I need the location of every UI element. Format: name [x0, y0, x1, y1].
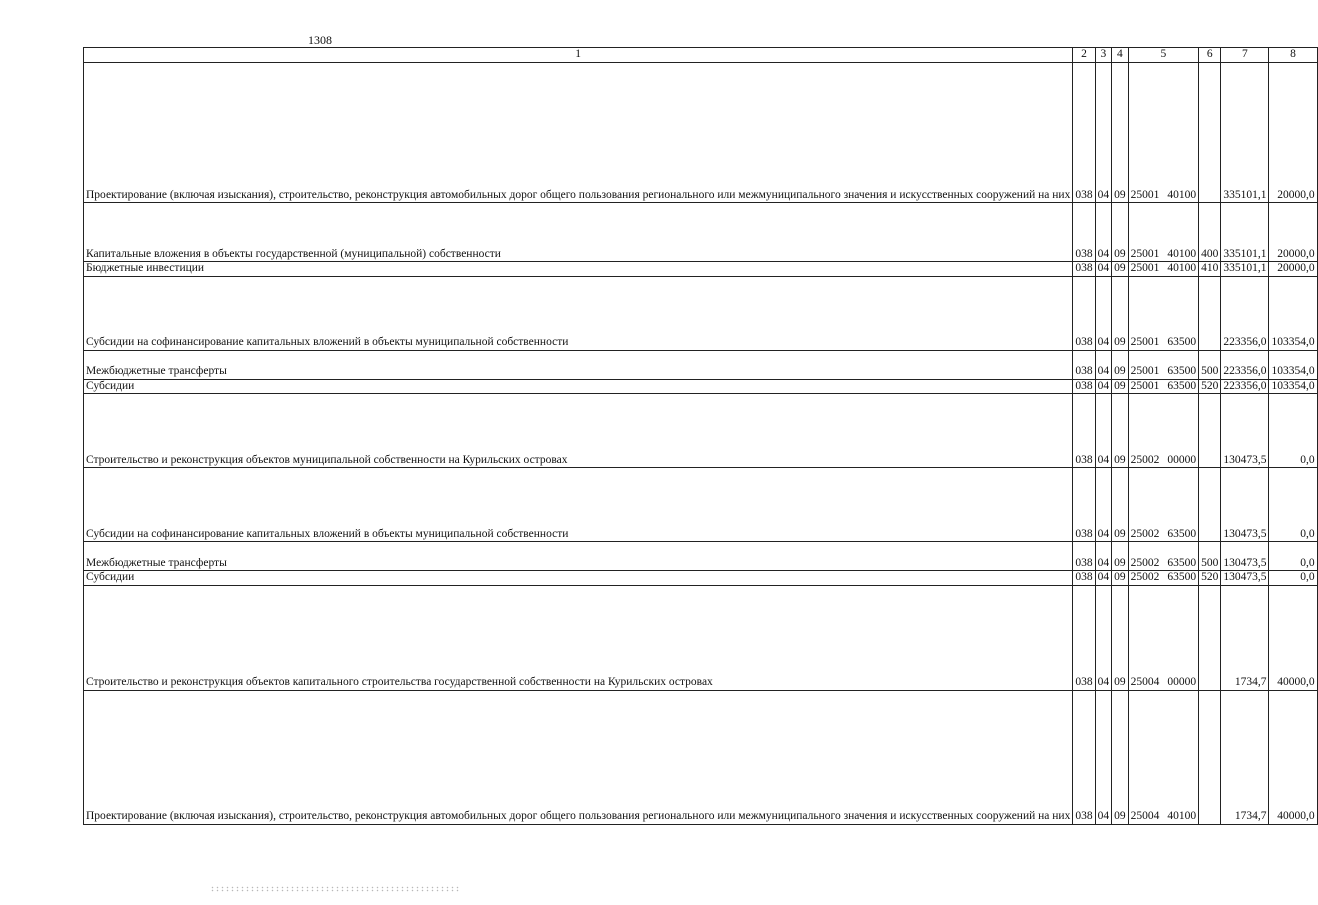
target-code-part: 25002	[1130, 453, 1160, 466]
section-code-cell: 04	[1095, 394, 1112, 468]
page-number: 1308	[308, 33, 332, 47]
row-name-cell: Капитальные вложения в объекты государственной (муниципальной) собственности	[84, 203, 1073, 262]
amount-col8-cell: 0,0	[1269, 394, 1317, 468]
amount-col8-cell: 0,0	[1269, 571, 1317, 586]
subsection-code-cell: 09	[1112, 571, 1129, 586]
column-header: 2	[1073, 48, 1095, 63]
table-row	[84, 203, 1318, 262]
scan-noise	[210, 886, 460, 892]
amount-col8-cell: 103354,0	[1269, 379, 1317, 394]
target-code-part: 63500	[1167, 571, 1197, 583]
target-code-cell	[1128, 203, 1199, 262]
table-row	[84, 571, 1318, 586]
amount-col8-cell: 20000,0	[1269, 262, 1317, 277]
admin-code-cell: 038	[1073, 468, 1095, 542]
expense-type-cell	[1199, 63, 1221, 203]
expense-type-cell	[1199, 394, 1221, 468]
target-code-part: 25001	[1130, 365, 1160, 377]
amount-col8-cell: 40000,0	[1269, 690, 1317, 824]
admin-code-cell: 038	[1073, 379, 1095, 394]
row-name-cell: Субсидии на софинансирование капитальных вложений в объекты муниципальной собственности	[84, 276, 1073, 350]
target-code-cell	[1128, 350, 1199, 379]
subsection-code-cell: 09	[1112, 203, 1129, 262]
table-row	[84, 468, 1318, 542]
table-row	[84, 542, 1318, 571]
target-code-cell	[1128, 276, 1199, 350]
header-row	[84, 48, 1318, 63]
subsection-code-cell: 09	[1112, 468, 1129, 542]
target-code-part: 63500	[1167, 556, 1197, 569]
target-code-cell	[1128, 63, 1199, 203]
table-row	[84, 262, 1318, 277]
row-name-cell: Строительство и реконструкция объектов капитального строительства государственной собственности на Курильских островах	[84, 585, 1073, 690]
table-row	[84, 585, 1318, 690]
section-code-cell: 04	[1095, 468, 1112, 542]
amount-col7-cell: 335101,1	[1221, 203, 1269, 262]
target-code-part: 40100	[1167, 247, 1197, 260]
target-code-cell	[1128, 690, 1199, 824]
amount-col8-cell: 0,0	[1269, 542, 1317, 571]
amount-col7-cell: 1734,7	[1221, 690, 1269, 824]
amount-col8-cell: 103354,0	[1269, 350, 1317, 379]
amount-col7-cell: 130473,5	[1221, 571, 1269, 586]
subsection-code-cell: 09	[1112, 394, 1129, 468]
amount-col7-cell: 130473,5	[1221, 394, 1269, 468]
target-code-part: 25002	[1130, 571, 1160, 583]
section-code-cell: 04	[1095, 571, 1112, 586]
amount-col7-cell: 335101,1	[1221, 63, 1269, 203]
target-code-part: 25001	[1130, 188, 1160, 201]
expense-type-cell	[1199, 690, 1221, 824]
target-code-part: 40100	[1167, 262, 1197, 274]
section-code-cell: 04	[1095, 585, 1112, 690]
row-name-cell: Проектирование (включая изыскания), строительство, реконструкция автомобильных дорог общего пользования регионального или межмуниципального значения и искусственных сооружений на них	[84, 63, 1073, 203]
target-code-cell	[1128, 542, 1199, 571]
amount-col7-cell: 223356,0	[1221, 379, 1269, 394]
table-row	[84, 63, 1318, 203]
target-code-part: 63500	[1167, 379, 1197, 392]
amount-col7-cell: 335101,1	[1221, 262, 1269, 277]
target-code-part: 25001	[1130, 262, 1160, 274]
admin-code-cell: 038	[1073, 203, 1095, 262]
target-code-part: 25002	[1130, 556, 1160, 569]
table-row	[84, 690, 1318, 824]
column-header: 3	[1095, 48, 1112, 63]
admin-code-cell: 038	[1073, 571, 1095, 586]
target-code-part: 25004	[1130, 676, 1160, 688]
admin-code-cell: 038	[1073, 276, 1095, 350]
admin-code-cell: 038	[1073, 63, 1095, 203]
section-code-cell: 04	[1095, 262, 1112, 277]
row-name-cell: Проектирование (включая изыскания), строительство, реконструкция автомобильных дорог общего пользования регионального или межмуниципального значения и искусственных сооружений на них	[84, 690, 1073, 824]
expense-type-cell: 410	[1199, 262, 1221, 277]
amount-col8-cell: 20000,0	[1269, 63, 1317, 203]
section-code-cell: 04	[1095, 690, 1112, 824]
admin-code-cell: 038	[1073, 394, 1095, 468]
amount-col7-cell: 130473,5	[1221, 468, 1269, 542]
section-code-cell: 04	[1095, 350, 1112, 379]
expense-type-cell	[1199, 468, 1221, 542]
amount-col7-cell: 223356,0	[1221, 276, 1269, 350]
target-code-cell	[1128, 468, 1199, 542]
admin-code-cell: 038	[1073, 585, 1095, 690]
expense-type-cell	[1199, 585, 1221, 690]
expense-type-cell: 520	[1199, 379, 1221, 394]
target-code-cell	[1128, 571, 1199, 586]
target-code-cell	[1128, 262, 1199, 277]
target-code-part: 25001	[1130, 247, 1160, 260]
subsection-code-cell: 09	[1112, 276, 1129, 350]
section-code-cell: 04	[1095, 203, 1112, 262]
section-code-cell: 04	[1095, 276, 1112, 350]
column-header: 5	[1128, 48, 1199, 63]
budget-table	[83, 47, 1318, 825]
amount-col7-cell: 130473,5	[1221, 542, 1269, 571]
target-code-part: 63500	[1167, 527, 1197, 540]
target-code-part: 63500	[1167, 365, 1197, 377]
row-name-cell: Субсидии	[84, 571, 1073, 586]
target-code-part: 25002	[1130, 527, 1160, 540]
row-name-cell: Межбюджетные трансферты	[84, 542, 1073, 571]
amount-col8-cell: 103354,0	[1269, 276, 1317, 350]
admin-code-cell: 038	[1073, 542, 1095, 571]
column-header: 7	[1221, 48, 1269, 63]
amount-col8-cell: 40000,0	[1269, 585, 1317, 690]
amount-col7-cell: 223356,0	[1221, 350, 1269, 379]
expense-type-cell	[1199, 276, 1221, 350]
expense-type-cell: 500	[1199, 350, 1221, 379]
row-name-cell: Межбюджетные трансферты	[84, 350, 1073, 379]
subsection-code-cell: 09	[1112, 690, 1129, 824]
admin-code-cell: 038	[1073, 690, 1095, 824]
admin-code-cell: 038	[1073, 350, 1095, 379]
target-code-part: 25001	[1130, 379, 1160, 392]
target-code-part: 00000	[1167, 676, 1197, 688]
target-code-part: 25001	[1130, 336, 1160, 348]
admin-code-cell: 038	[1073, 262, 1095, 277]
subsection-code-cell: 09	[1112, 379, 1129, 394]
target-code-part: 00000	[1167, 453, 1197, 466]
amount-col8-cell: 20000,0	[1269, 203, 1317, 262]
row-name-cell: Субсидии	[84, 379, 1073, 394]
subsection-code-cell: 09	[1112, 542, 1129, 571]
row-name-cell: Строительство и реконструкция объектов муниципальной собственности на Курильских островах	[84, 394, 1073, 468]
amount-col8-cell: 0,0	[1269, 468, 1317, 542]
column-header: 4	[1112, 48, 1129, 63]
expense-type-cell: 500	[1199, 542, 1221, 571]
target-code-cell	[1128, 585, 1199, 690]
table-row	[84, 379, 1318, 394]
subsection-code-cell: 09	[1112, 350, 1129, 379]
subsection-code-cell: 09	[1112, 63, 1129, 203]
row-name-cell: Бюджетные инвестиции	[84, 262, 1073, 277]
column-header: 6	[1199, 48, 1221, 63]
target-code-part: 63500	[1167, 336, 1197, 348]
section-code-cell: 04	[1095, 379, 1112, 394]
subsection-code-cell: 09	[1112, 262, 1129, 277]
column-header: 8	[1269, 48, 1317, 63]
column-header: 1	[84, 48, 1073, 63]
section-code-cell: 04	[1095, 63, 1112, 203]
expense-type-cell: 520	[1199, 571, 1221, 586]
expense-type-cell: 400	[1199, 203, 1221, 262]
target-code-part: 40100	[1167, 810, 1197, 822]
section-code-cell: 04	[1095, 542, 1112, 571]
table-row	[84, 276, 1318, 350]
target-code-part: 40100	[1167, 188, 1197, 201]
subsection-code-cell: 09	[1112, 585, 1129, 690]
target-code-cell	[1128, 394, 1199, 468]
target-code-part: 25004	[1130, 810, 1160, 822]
target-code-cell	[1128, 379, 1199, 394]
amount-col7-cell: 1734,7	[1221, 585, 1269, 690]
row-name-cell: Субсидии на софинансирование капитальных вложений в объекты муниципальной собственности	[84, 468, 1073, 542]
table-row	[84, 394, 1318, 468]
table-row	[84, 350, 1318, 379]
